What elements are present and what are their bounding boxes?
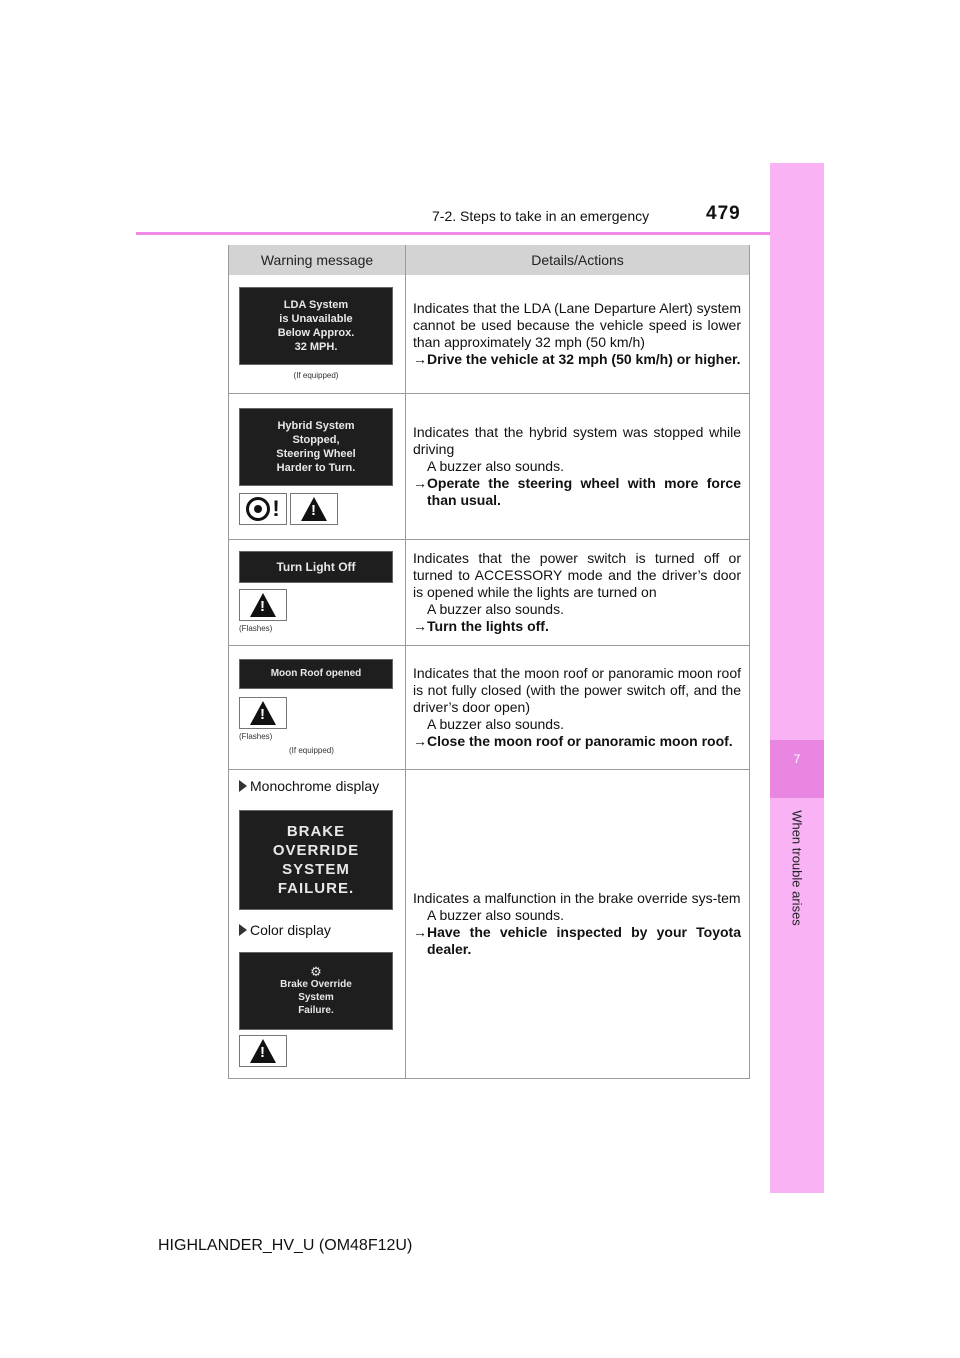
description: Indicates that the LDA (Lane Departure Alert) system cannot be used because the vehicle speed is lower than approximately 32 mph (50 km/h) [413, 299, 741, 350]
table-row [229, 275, 750, 393]
details-cell [406, 275, 750, 393]
chapter-number: 7 [793, 752, 801, 766]
message-line: Brake Override [280, 978, 352, 990]
indicator-icons [239, 493, 405, 525]
document-footer: HIGHLANDER_HV_U (OM48F12U) [158, 1237, 413, 1254]
arrow-icon: → [413, 350, 427, 367]
message-line: FAILURE. [277, 879, 355, 897]
message-line: is Unavailable [279, 313, 353, 326]
side-tab [770, 163, 824, 1193]
arrow-icon: → [413, 474, 427, 491]
col-header-warning-message: Warning message [229, 245, 406, 275]
warning-image-cell [229, 645, 406, 769]
if-equipped-note: (If equipped) [289, 746, 334, 755]
page-number: 479 [706, 203, 741, 224]
bullet-icon [239, 780, 247, 792]
description: Indicates a malfunction in the brake override sys-tem [413, 889, 741, 906]
message-line: Hybrid System [277, 419, 355, 432]
brake-override-icon: ⚙ [310, 963, 322, 979]
buzzer-note: A buzzer also sounds. [427, 906, 564, 923]
action: → Operate the steering wheel with more force than usual. [413, 474, 741, 508]
master-warning-icon [290, 493, 338, 525]
bullet-icon [239, 924, 247, 936]
if-equipped-note: (If equipped) [293, 371, 339, 381]
warning-image-cell [229, 393, 406, 539]
buzzer-note: A buzzer also sounds. [427, 457, 564, 474]
description: Indicates that the power switch is turned off or turned to ACCESSORY mode and the driver’s door is opened while the lights are turned on [413, 549, 741, 600]
master-warning-icon [239, 589, 287, 621]
action: → Have the vehicle inspected by your Toyota dealer. [413, 923, 741, 957]
moon-roof-opened-message: Moon Roof opened [239, 659, 393, 689]
warning-image-cell [229, 539, 406, 645]
warning-message-table [228, 245, 750, 1079]
arrow-icon: → [413, 923, 427, 940]
message-line: 32 MPH. [294, 341, 338, 354]
action: → Turn the lights off. [413, 617, 549, 634]
master-warning-icon [239, 1035, 287, 1067]
table-row [229, 645, 750, 769]
message-line: BRAKE [286, 822, 346, 840]
power-steering-warning-icon: ! [239, 493, 287, 525]
description: Indicates that the hybrid system was stopped while driving [413, 423, 741, 457]
hybrid-system-stopped-message [239, 408, 393, 486]
message-line: OVERRIDE [272, 841, 360, 859]
flashes-note: (Flashes) [239, 732, 273, 741]
flashes-note: (Flashes) [239, 624, 273, 633]
section-title: 7-2. Steps to take in an emergency [432, 208, 650, 224]
details-cell [406, 645, 750, 769]
turn-light-off-message: Turn Light Off [239, 551, 393, 583]
action: → Close the moon roof or panoramic moon roof. [413, 732, 733, 749]
message-line: System [298, 991, 334, 1003]
monochrome-display-label: Monochrome display [239, 778, 405, 794]
message-line: SYSTEM [282, 860, 350, 878]
message-line: Steering Wheel [276, 447, 356, 460]
chapter-title: When trouble arises [789, 810, 805, 926]
buzzer-note: A buzzer also sounds. [427, 600, 564, 617]
lda-unavailable-message [239, 287, 393, 365]
arrow-icon: → [413, 732, 427, 749]
details-cell [406, 769, 750, 1078]
message-line: Below Approx. [277, 327, 355, 340]
message-line: Harder to Turn. [276, 461, 356, 474]
master-warning-icon [239, 697, 287, 729]
message-line: Stopped, [292, 433, 340, 446]
header-rule [136, 232, 824, 235]
warning-image-cell [229, 275, 406, 393]
message-line: LDA System [283, 299, 349, 312]
action: → Drive the vehicle at 32 mph (50 km/h) or higher. [413, 350, 741, 367]
message-line: Failure. [298, 1004, 334, 1016]
side-tab-chapter-marker [770, 740, 824, 798]
details-cell [406, 393, 750, 539]
color-display-label: Color display [239, 922, 405, 938]
buzzer-note: A buzzer also sounds. [427, 715, 564, 732]
warning-image-cell [229, 769, 406, 1078]
table-row [229, 769, 750, 1078]
brake-override-mono-message [239, 810, 393, 910]
brake-override-color-message [239, 952, 393, 1030]
description: Indicates that the moon roof or panoramic moon roof is not fully closed (with the power switch off, and the driver’s door open) [413, 664, 741, 715]
details-cell [406, 539, 750, 645]
table-row [229, 539, 750, 645]
arrow-icon: → [413, 617, 427, 634]
col-header-details-actions: Details/Actions [406, 245, 750, 275]
table-row [229, 393, 750, 539]
